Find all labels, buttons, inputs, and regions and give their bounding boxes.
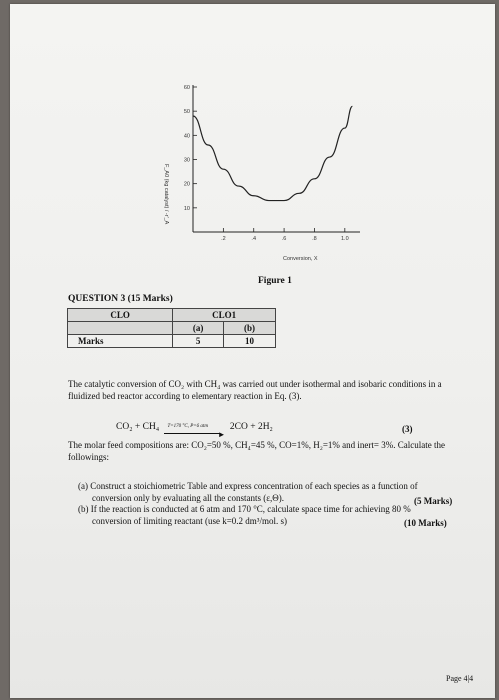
part-b-marks: (10 Marks)	[404, 518, 447, 528]
equation-condition: T=170 °C, P=6 atm	[167, 423, 208, 429]
chart-axes	[193, 85, 360, 232]
x-tick-label: 1.0	[340, 236, 349, 242]
y-tick-label: 10	[183, 205, 190, 212]
y-tick-label: 40	[183, 133, 190, 140]
chart-series	[193, 106, 352, 200]
x-tick-label: .4	[251, 236, 257, 242]
part-a-line-2: conversion only by evaluating all the constants (ε,Θ).	[92, 492, 284, 503]
table-row	[68, 335, 276, 348]
marks-b-cell: 10	[223, 335, 275, 348]
empty-cell	[68, 322, 173, 335]
marks-label-cell: Marks	[68, 335, 173, 348]
part-a-marks: (5 Marks)	[414, 496, 453, 506]
clo-label-cell: CLO	[68, 309, 173, 322]
marks-table	[67, 308, 276, 348]
part-b-line-1: (b) If the reaction is conducted at 6 atm and 170 °C, calculate space time for achieving 80 %	[78, 504, 411, 514]
part-a-line-1: (a) Construct a stoichiometric Table and express concentration of each species as a function of	[78, 481, 418, 491]
x-tick-label: .8	[312, 236, 317, 242]
conversion-chart	[10, 4, 495, 274]
part-b-cell: (b)	[223, 322, 275, 335]
reaction-equation: CO₂ + CH₄ T=170 °C, P=6 atm ► 2CO + 2H₂	[116, 422, 273, 439]
equation-reactants: CO₂ + CH₄	[116, 422, 160, 432]
part-b-line-2: conversion of limiting reactant (use k=0.2 dm³/mol. s)	[92, 515, 287, 526]
feed-paragraph: The molar feed compositions are: CO₂=50 %, CH₄=45 %, CO=1%, H₂=1% and inert= 3%. Calculate the followings:	[68, 440, 445, 462]
figure-caption: Figure 1	[258, 276, 292, 286]
table-row	[68, 309, 276, 322]
equation-number: (3)	[402, 424, 413, 434]
table-row	[68, 322, 276, 335]
question-heading: QUESTION 3 (15 Marks)	[68, 294, 173, 304]
marks-a-cell: 5	[173, 335, 224, 348]
document-page	[10, 4, 495, 698]
y-tick-label: 30	[183, 157, 190, 164]
y-tick-label: 20	[183, 181, 190, 188]
page-number: Page 4|4	[446, 674, 474, 683]
y-tick-label: 60	[183, 85, 190, 91]
clo-value-cell: CLO1	[173, 309, 276, 322]
x-axis-label: Conversion, X	[283, 256, 318, 262]
x-tick-label: .2	[221, 236, 226, 242]
part-a-cell: (a)	[173, 322, 224, 335]
equation-products: 2CO + 2H₂	[229, 422, 273, 432]
y-axis-label: F_A0 (kg catalyst) / -r'_A	[163, 164, 169, 225]
y-tick-label: 50	[183, 109, 190, 116]
intro-paragraph: The catalytic conversion of CO₂ with CH₄ was carried out under isothermal and isobaric conditions in a fluidized bed reactor according to elementary reaction in Eq. (3).	[68, 379, 442, 401]
series-curve	[193, 106, 352, 200]
x-tick-label: .6	[281, 236, 287, 242]
